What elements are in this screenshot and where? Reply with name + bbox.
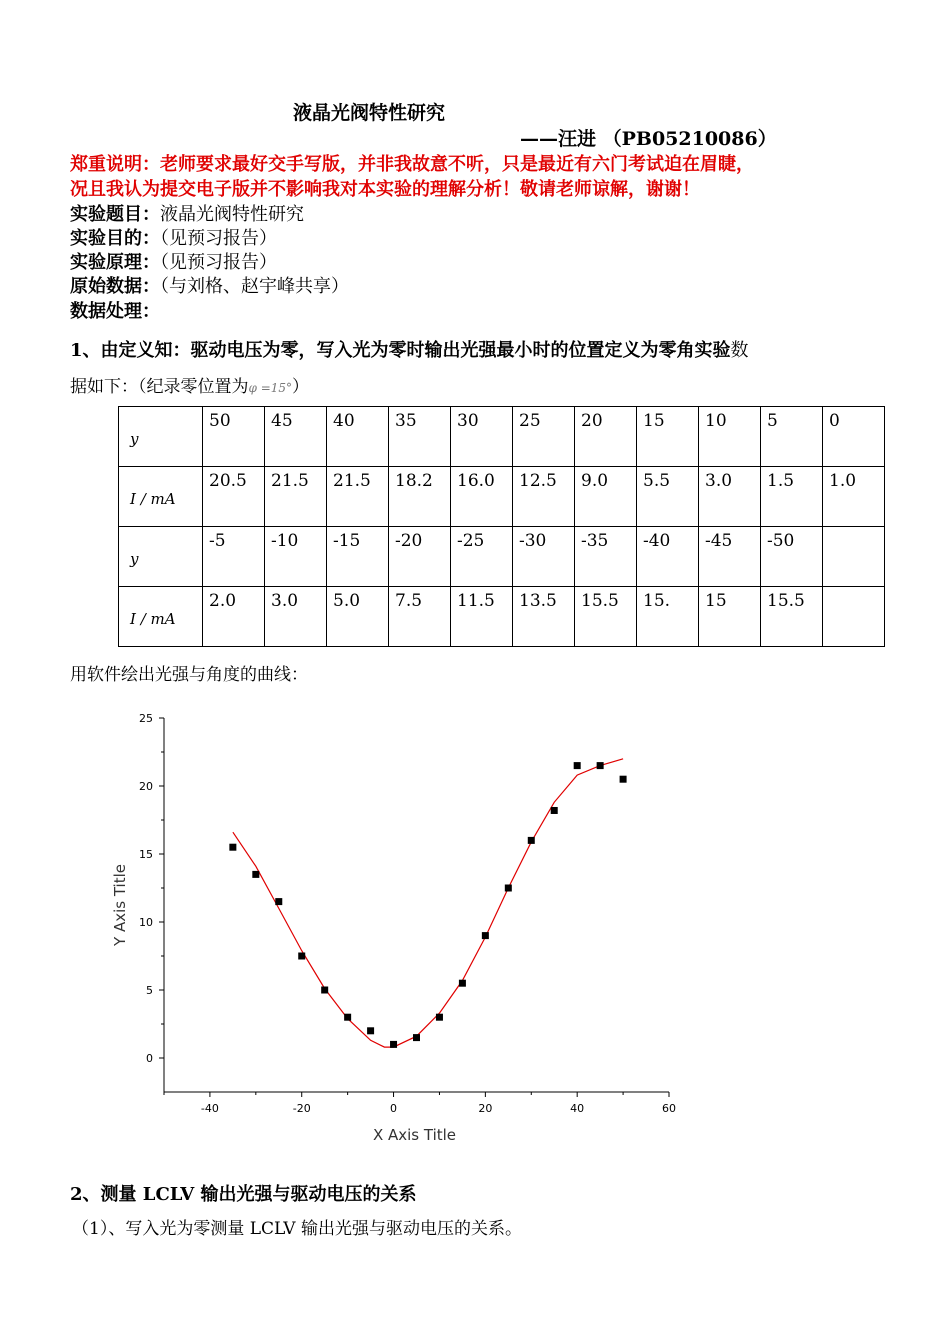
table-cell: 3.0 [699,467,761,527]
table-cell: 40 [327,407,389,467]
info-line-principle [70,248,277,274]
info-label: 实验题目： [70,204,160,225]
table-row [119,467,885,527]
table-cell: -40 [637,527,699,587]
table-cell: 2.0 [203,587,265,647]
data-point [597,762,604,769]
data-point [321,987,328,994]
table-cell: -10 [265,527,327,587]
table-cell: 11.5 [451,587,513,647]
info-label: 数据处理： [70,301,160,322]
data-point [551,807,558,814]
x-axis-title: X Axis Title [372,1126,457,1144]
data-point [620,776,627,783]
table-cell: 15.5 [761,587,823,647]
x-tick-label: 40 [570,1102,585,1115]
table-cell: 25 [513,407,575,467]
table-row [119,527,885,587]
table-cell [823,587,885,647]
data-point [298,953,305,960]
table-cell: 5.0 [327,587,389,647]
data-point [344,1014,351,1021]
data-point [252,871,259,878]
section1-heading-bold: 1、由定义知：驱动电压为零，写入光为零时输出光强最小时的位置定义为零角实验 [70,340,731,361]
page-title: 液晶光阀特性研究 [293,102,446,124]
table-cell: -30 [513,527,575,587]
table-cell: 15 [637,407,699,467]
y-tick-label: 20 [139,780,153,793]
x-tick-label: 0 [390,1102,398,1115]
y-tick-label: 15 [139,848,153,861]
data-point [367,1027,374,1034]
data-point [229,844,236,851]
table-cell: 12.5 [513,467,575,527]
section1-heading [70,336,749,362]
fit-curve [233,759,623,1047]
section2-heading: 2、测量 LCLV 输出光强与驱动电压的关系 [70,1184,417,1205]
data-table [118,406,885,647]
table-cell: 9.0 [575,467,637,527]
table-cell: -50 [761,527,823,587]
table-cell: -45 [699,527,761,587]
info-line-processing [70,297,160,323]
info-value: （见预习报告） [160,252,277,273]
table-cell: 10 [699,407,761,467]
table-cell: 20 [575,407,637,467]
table-cell: 15. [637,587,699,647]
table-cell: -15 [327,527,389,587]
chart [0,700,950,1170]
table-cell: 15 [699,587,761,647]
table-cell: 35 [389,407,451,467]
info-value: （与刘格、赵宇峰共享） [160,276,349,297]
table-cell: -5 [203,527,265,587]
table-cell: -35 [575,527,637,587]
table-cell: 50 [203,407,265,467]
table-row [119,407,885,467]
y-tick-label: 10 [139,916,153,929]
info-value: 液晶光阀特性研究 [160,204,304,225]
table-cell: 5.5 [637,467,699,527]
data-point [436,1014,443,1021]
data-point [459,980,466,987]
x-tick-label: -40 [200,1102,219,1115]
table-cell: 3.0 [265,587,327,647]
table-cell: 5 [761,407,823,467]
info-line-raw-data [70,272,349,298]
section1-heading-tail: 数 [730,340,749,361]
table-cell: 13.5 [513,587,575,647]
table-cell: 21.5 [265,467,327,527]
info-label: 实验原理： [70,252,160,273]
table-cell: -20 [389,527,451,587]
x-tick-label: -20 [292,1102,311,1115]
data-point [390,1041,397,1048]
info-label: 原始数据： [70,276,160,297]
table-cell: 1.0 [823,467,885,527]
table-row [119,587,885,647]
table-cell: 16.0 [451,467,513,527]
table-cell: 45 [265,407,327,467]
section1-close: ） [292,377,310,397]
y-tick-label: 25 [139,712,153,725]
notice-line-2: 况且我认为提交电子版并不影响我对本实验的理解分析！敬请老师谅解，谢谢！ [70,179,700,200]
table-cell: 18.2 [389,467,451,527]
table-cell [823,527,885,587]
info-label: 实验目的： [70,228,160,249]
info-line-topic [70,200,304,226]
author-line: ——汪进 （PB05210086） [520,128,777,150]
section1-text: 据如下：（纪录零位置为 [70,377,249,397]
data-point [482,932,489,939]
table-cell: 21.5 [327,467,389,527]
data-point [275,898,282,905]
row-header: I / mA [119,467,203,527]
row-header: y [119,527,203,587]
table-cell: 0 [823,407,885,467]
section2-sub: （1）、写入光为零测量 LCLV 输出光强与驱动电压的关系。 [72,1219,522,1239]
x-tick-label: 60 [662,1102,676,1115]
notice-line-1: 郑重说明：老师要求最好交手写版，并非我故意不听，只是最近有六门考试迫在眉睫， [70,154,754,175]
table-cell: 15.5 [575,587,637,647]
y-tick-label: 0 [146,1052,153,1065]
zero-position-formula: φ =15° [248,381,293,395]
row-header: y [119,407,203,467]
chart-caption: 用软件绘出光强与角度的曲线： [70,665,308,685]
y-tick-label: 5 [146,984,153,997]
section1-line2 [70,372,309,397]
row-header: I / mA [119,587,203,647]
table-cell: -25 [451,527,513,587]
table-cell: 7.5 [389,587,451,647]
info-value: （见预习报告） [160,228,277,249]
info-line-purpose [70,224,277,250]
data-point [528,837,535,844]
data-point [413,1034,420,1041]
table-cell: 20.5 [203,467,265,527]
y-axis-title: Y Axis Title [111,864,129,946]
data-point [505,885,512,892]
table-cell: 1.5 [761,467,823,527]
table-cell: 30 [451,407,513,467]
data-point [574,762,581,769]
x-tick-label: 20 [478,1102,493,1115]
